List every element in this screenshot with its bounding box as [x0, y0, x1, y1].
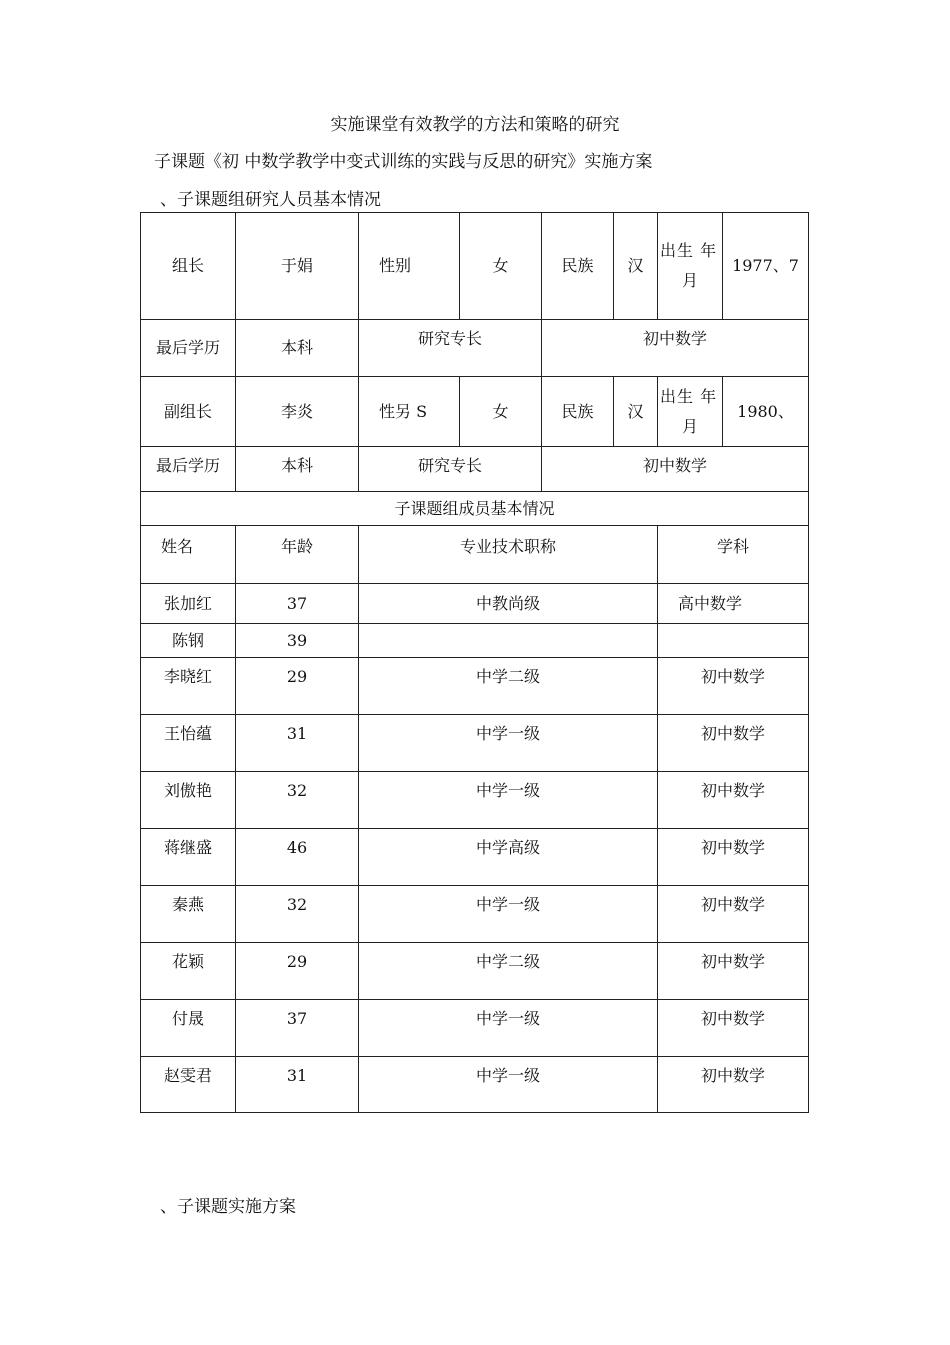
- member-title: [359, 624, 658, 658]
- leader-gender-label: 性别: [359, 213, 460, 320]
- section-heading-plan: 、子课题实施方案: [160, 1197, 296, 1217]
- member-age: 37: [236, 1000, 359, 1057]
- member-subject: 初中数学: [658, 1057, 809, 1113]
- deputy-born-label-year: 出生 年: [660, 386, 718, 406]
- table-row: [141, 1057, 809, 1113]
- member-age: 39: [236, 624, 359, 658]
- deputy-name: 李炎: [236, 377, 359, 447]
- member-name: 李晓红: [141, 658, 236, 715]
- column-header-subject: 学科: [658, 526, 809, 584]
- table-row: [141, 624, 809, 658]
- member-name: 蒋继盛: [141, 829, 236, 886]
- leader-role: 组长: [141, 213, 236, 320]
- leader-gender: 女: [460, 213, 542, 320]
- leader-name: 于娟: [236, 213, 359, 320]
- member-name: 王怡蕴: [141, 715, 236, 772]
- staff-table: [140, 212, 809, 1113]
- member-subject: 初中数学: [658, 772, 809, 829]
- member-title: 中教尚级: [359, 584, 658, 624]
- member-subject: 高中数学: [658, 584, 809, 624]
- deputy-gender-label: 性另 S: [359, 377, 460, 447]
- member-name: 付晟: [141, 1000, 236, 1057]
- member-age: 31: [236, 1057, 359, 1113]
- member-name: 秦燕: [141, 886, 236, 943]
- member-name: 陈钢: [141, 624, 236, 658]
- member-title: 中学一级: [359, 886, 658, 943]
- deputy-edu: 本科: [236, 447, 359, 492]
- leader-edu: 本科: [236, 320, 359, 377]
- deputy-gender: 女: [460, 377, 542, 447]
- table-row: [141, 658, 809, 715]
- member-name: 赵雯君: [141, 1057, 236, 1113]
- member-title: 中学一级: [359, 715, 658, 772]
- table-row: [141, 886, 809, 943]
- deputy-born-label: [658, 377, 723, 447]
- deputy-born: 1980、: [723, 377, 809, 447]
- leader-edu-label: 最后学历: [141, 320, 236, 377]
- leader-born: 1977、7: [723, 213, 809, 320]
- table-row: [141, 715, 809, 772]
- document-subtitle: 子课题《初 中数学教学中变式训练的实践与反思的研究》实施方案: [154, 152, 653, 172]
- table-row: [141, 943, 809, 1000]
- member-subject: 初中数学: [658, 943, 809, 1000]
- deputy-role: 副组长: [141, 377, 236, 447]
- deputy-ethnicity-label: 民族: [542, 377, 614, 447]
- leader-born-label-month: 月: [682, 271, 700, 290]
- section-heading-staff: 、子课题组研究人员基本情况: [160, 190, 381, 210]
- member-subject: 初中数学: [658, 886, 809, 943]
- members-heading-row: [141, 492, 809, 526]
- deputy-spec: 初中数学: [542, 447, 809, 492]
- leader-ethnicity-label: 民族: [542, 213, 614, 320]
- member-age: 29: [236, 943, 359, 1000]
- column-header-title: 专业技术职称: [359, 526, 658, 584]
- leader-born-label: [658, 213, 723, 320]
- member-title: 中学二级: [359, 943, 658, 1000]
- members-header-row: [141, 526, 809, 584]
- leader-spec: 初中数学: [542, 320, 809, 377]
- member-age: 32: [236, 772, 359, 829]
- member-age: 37: [236, 584, 359, 624]
- table-row: [141, 1000, 809, 1057]
- column-header-age: 年龄: [236, 526, 359, 584]
- deputy-born-label-month: 月: [682, 416, 700, 436]
- member-age: 31: [236, 715, 359, 772]
- deputy-edu-row: [141, 447, 809, 492]
- document-title: 实施课堂有效教学的方法和策略的研究: [330, 115, 620, 135]
- member-subject: [658, 624, 809, 658]
- member-title: 中学一级: [359, 772, 658, 829]
- member-name: 刘傲艳: [141, 772, 236, 829]
- member-subject: 初中数学: [658, 658, 809, 715]
- table-row: [141, 829, 809, 886]
- member-title: 中学一级: [359, 1057, 658, 1113]
- member-age: 29: [236, 658, 359, 715]
- member-title: 中学高级: [359, 829, 658, 886]
- member-subject: 初中数学: [658, 715, 809, 772]
- table-row: [141, 772, 809, 829]
- leader-born-label-year: 出生 年: [660, 241, 718, 261]
- member-name: 张加红: [141, 584, 236, 624]
- deputy-row: [141, 377, 809, 447]
- member-age: 32: [236, 886, 359, 943]
- leader-ethnicity: 汉: [614, 213, 658, 320]
- leader-spec-label: 研究专长: [359, 320, 542, 377]
- member-name: 花颖: [141, 943, 236, 1000]
- members-heading: 子课题组成员基本情况: [141, 492, 809, 526]
- member-title: 中学二级: [359, 658, 658, 715]
- member-subject: 初中数学: [658, 829, 809, 886]
- column-header-name: 姓名: [141, 526, 236, 584]
- leader-row: [141, 213, 809, 320]
- deputy-spec-label: 研究专长: [359, 447, 542, 492]
- deputy-edu-label: 最后学历: [141, 447, 236, 492]
- member-title: 中学一级: [359, 1000, 658, 1057]
- table-row: [141, 584, 809, 624]
- deputy-ethnicity: 汉: [614, 377, 658, 447]
- leader-edu-row: [141, 320, 809, 377]
- member-subject: 初中数学: [658, 1000, 809, 1057]
- member-age: 46: [236, 829, 359, 886]
